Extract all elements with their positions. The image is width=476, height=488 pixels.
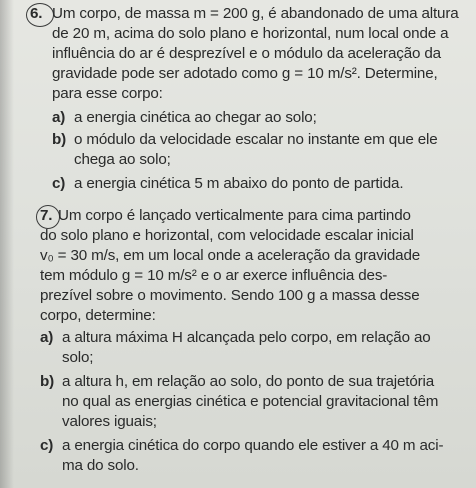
question-7-line-5: prezível sobre o movimento. Sendo 100 g a massa desse (40, 287, 420, 304)
question-7-item-a-letter: a) (40, 329, 54, 346)
question-6-line-5: para esse corpo: (52, 85, 163, 102)
question-7-number: 7. (40, 207, 53, 224)
question-6-item-c-letter: c) (52, 175, 66, 192)
question-6-line-4: gravidade pode ser adotado como g = 10 m/s². Determine, (52, 65, 438, 82)
question-7-line-1: Um corpo é lançado verticalmente para cima partindo (58, 207, 411, 224)
question-7-item-b-text-2: no qual as energias cinética e potencial gravitacional têm (62, 393, 439, 410)
question-7-item-c-text-1: a energia cinética do corpo quando ele estiver a 40 m aci- (62, 437, 444, 454)
question-7-item-c-letter: c) (40, 437, 54, 454)
question-7-line-4: tem módulo g = 10 m/s² e o ar exerce influência des- (40, 267, 388, 284)
question-6-item-b-text-1: o módulo da velocidade escalar no instante em que ele (74, 131, 438, 148)
question-6-number: 6. (30, 5, 43, 22)
question-7-line-2: do solo plano e horizontal, com velocidade escalar inicial (40, 227, 414, 244)
question-6-line-2: de 20 m, acima do solo plano e horizontal, num local onde a (52, 25, 449, 42)
question-7-line-6: corpo, determine: (40, 307, 156, 324)
question-7-item-c-text-2: ma do solo. (62, 457, 139, 474)
question-7-item-b-letter: b) (40, 373, 55, 390)
page-shadow (0, 0, 14, 488)
question-6-line-3: influência do ar é desprezível e o módulo da aceleração da (52, 45, 441, 62)
question-6-item-b-letter: b) (52, 131, 67, 148)
question-7-line-3: v₀ = 30 m/s, em um local onde a aceleração da gravidade (40, 247, 421, 264)
question-6-item-a-letter: a) (52, 109, 66, 126)
question-7-item-a-text-2: solo; (62, 349, 94, 366)
question-6-item-a-text: a energia cinética ao chegar ao solo; (74, 109, 317, 126)
question-7-item-a-text-1: a altura máxima H alcançada pelo corpo, em relação ao (62, 329, 431, 346)
question-6-item-c-text: a energia cinética 5 m abaixo do ponto de partida. (74, 175, 404, 192)
question-6-item-b-text-2: chega ao solo; (74, 151, 171, 168)
question-6-line-1: Um corpo, de massa m = 200 g, é abandonado de uma altura (52, 5, 459, 22)
question-7-item-b-text-3: valores iguais; (62, 413, 157, 430)
question-7-item-b-text-1: a altura h, em relação ao solo, do ponto de sua trajetória (62, 373, 435, 390)
